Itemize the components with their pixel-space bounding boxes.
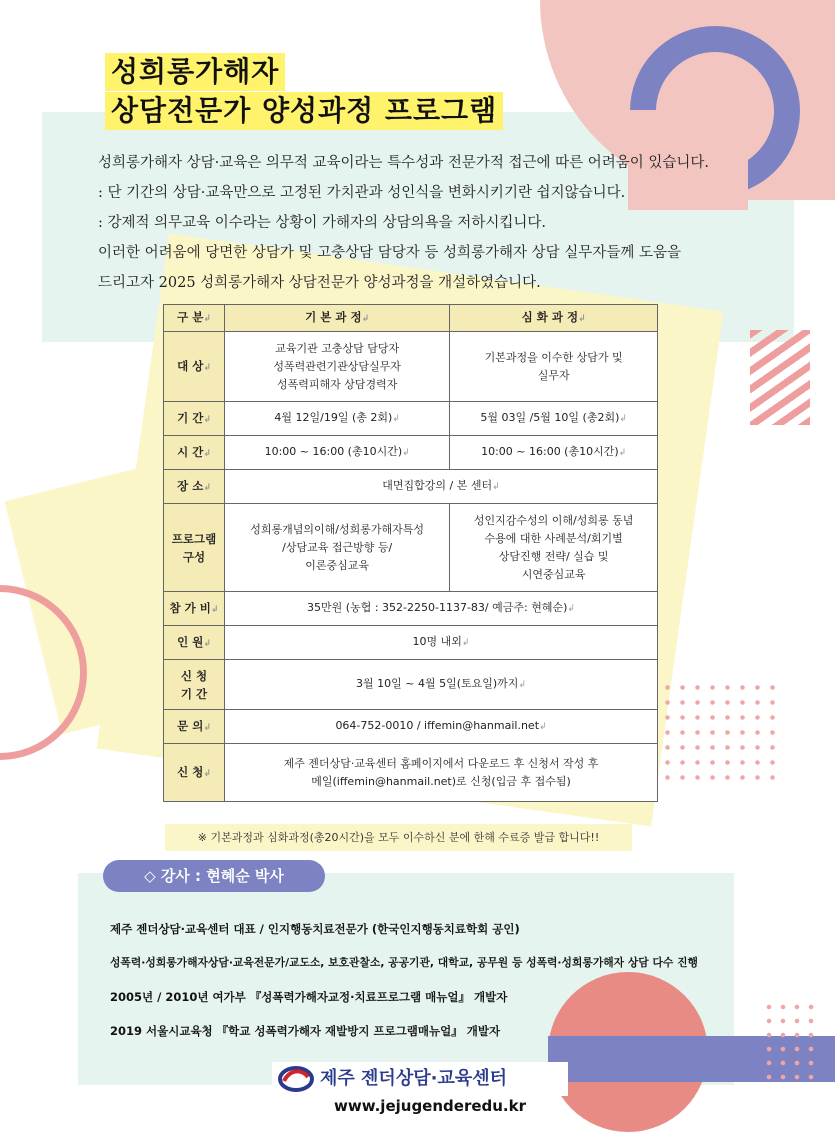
advanced-target — [450, 332, 658, 402]
apply-period-value: 3월 10일 ~ 4월 5일(토요일)까지↲ — [225, 660, 658, 710]
contact-value: 064-752-0010 / iffemin@hanmail.net↲ — [225, 710, 658, 744]
label-line: 기 간 — [180, 686, 208, 701]
intro-line: : 단 기간의 상담·교육만으로 고정된 가치관과 성인식을 변화시키기란 쉽지않습니다. — [98, 185, 626, 201]
cell-line: 성폭력관련기관상담실무자 — [273, 359, 401, 373]
label-people: 인 원↲ — [164, 626, 225, 660]
label-target: 대 상↲ — [164, 332, 225, 402]
advanced-time: 10:00 ~ 16:00 (총10시간)↲ — [450, 436, 658, 470]
lecturer-item: 2019 서울시교육청 『학교 성폭력가해자 재발방지 프로그램매뉴얼』 개발자 — [110, 1024, 501, 1038]
basic-time: 10:00 ~ 16:00 (총10시간)↲ — [225, 436, 450, 470]
cell-line: 시연중심교육 — [521, 567, 586, 581]
cell-line: 교육기관 고충상담 담당자 — [275, 341, 400, 355]
label-place: 장 소↲ — [164, 470, 225, 504]
cell-line: 성희롱개념의이해/성희롱가해자특성 — [250, 522, 424, 536]
website-link[interactable]: www.jejugenderedu.kr — [334, 1097, 527, 1115]
basic-target — [225, 332, 450, 402]
table-row-period — [164, 402, 658, 436]
table-row-people — [164, 626, 658, 660]
dot-pattern-bottom — [762, 1000, 822, 1080]
table-row-place — [164, 470, 658, 504]
cell-line: 성인지감수성의 이해/성희롱 동념 — [473, 513, 634, 527]
lecturer-item: 제주 젠더상담·교육센터 대표 / 인지행동치료전문가 (한국인지행동치료학회 공인) — [110, 922, 520, 936]
center-logo — [272, 1062, 568, 1096]
label-line: 신 청 — [180, 668, 208, 683]
advanced-program — [450, 504, 658, 592]
intro-line: 이러한 어려움에 당면한 상담가 및 고충상담 담당자 등 성희롱가해자 상담 실무자들께 도움을 — [98, 245, 681, 261]
center-name: 제주 젠더상담·교육센터 — [320, 1068, 507, 1089]
lecturer-item: 2005년 / 2010년 여가부 『성폭력가해자교정·치료프로그램 매뉴얼』 개발자 — [110, 990, 508, 1004]
intro-line: 드리고자 2025 성희롱가해자 상담전문가 양성과정을 개설하였습니다. — [98, 275, 541, 291]
basic-program — [225, 504, 450, 592]
cell-line: 상담진행 전략/ 실습 및 — [498, 549, 609, 563]
page-title-line1: 성희롱가해자 — [105, 53, 285, 91]
table-header-row — [164, 305, 658, 332]
intro-line: 성희롱가해자 상담·교육은 의무적 교육이라는 특수성과 전문가적 접근에 따른 어려움이 있습니다. — [98, 155, 709, 171]
label-line: 프로그램 — [171, 531, 217, 546]
header-advanced: 심 화 과 정↲ — [450, 305, 658, 332]
cell-line: 기본과정을 이수한 상담가 및 — [484, 350, 623, 364]
table-row-program — [164, 504, 658, 592]
lecturer-profile — [110, 912, 698, 1048]
label-period: 기 간↲ — [164, 402, 225, 436]
apply-value — [225, 744, 658, 802]
advanced-period: 5월 03일 /5월 10일 (총2회)↲ — [450, 402, 658, 436]
cell-line: 실무자 — [537, 368, 570, 382]
header-basic: 기 본 과 정↲ — [225, 305, 450, 332]
dot-pattern — [660, 680, 780, 780]
label-contact: 문 의↲ — [164, 710, 225, 744]
cell-line: 성폭력피해자 상담경력자 — [276, 377, 398, 391]
cell-line: 수용에 대한 사례분석/회기별 — [484, 531, 623, 545]
table-row-target — [164, 332, 658, 402]
program-table — [163, 304, 658, 802]
label-line: 구성 — [182, 549, 206, 564]
cell-line: /상담교육 접근방향 등/ — [282, 540, 393, 554]
place-value: 대면집합강의 / 본 센터↲ — [225, 470, 658, 504]
cell-line: 메일(iffemin@hanmail.net)로 신청(입금 후 접수됨) — [311, 774, 571, 788]
table-row-time — [164, 436, 658, 470]
label-apply: 신 청↲ — [164, 744, 225, 802]
table-row-fee — [164, 592, 658, 626]
intro-line: : 강제적 의무교육 이수라는 상황이 가해자의 상담의욕을 저하시킵니다. — [98, 215, 546, 231]
table-row-apply — [164, 744, 658, 802]
fee-value: 35만원 (농협 : 352-2250-1137-83/ 예금주: 현혜순)↲ — [225, 592, 658, 626]
cell-line: 이론중심교육 — [305, 558, 370, 572]
pink-hatch-shape — [750, 330, 810, 425]
lecturer-item: 성폭력·성희롱가해자상담·교육전문가/교도소, 보호관찰소, 공공기관, 대학교, 공무원 등 성폭력·성희롱가해자 상담 다수 진행 — [110, 956, 698, 969]
label-fee: 참 가 비↲ — [164, 592, 225, 626]
center-logo-icon — [278, 1065, 314, 1093]
header-category: 구 분↲ — [164, 305, 225, 332]
page-title-line2: 상담전문가 양성과정 프로그램 — [105, 92, 503, 130]
lecturer-title-badge: ◇ 강사 : 현혜순 박사 — [103, 860, 325, 892]
label-time: 시 간↲ — [164, 436, 225, 470]
basic-period: 4월 12일/19일 (총 2회)↲ — [225, 402, 450, 436]
table-row-contact — [164, 710, 658, 744]
table-row-apply-period — [164, 660, 658, 710]
label-apply-period — [164, 660, 225, 710]
intro-text — [98, 148, 768, 298]
cell-line: 제주 젠더상담·교육센터 홈페이지에서 다운로드 후 신청서 작성 후 — [283, 756, 599, 770]
certificate-notice: ※ 기본과정과 심화과정(총20시간)을 모두 이수하신 분에 한해 수료증 발급 합니다!! — [165, 824, 632, 851]
label-program — [164, 504, 225, 592]
people-value: 10명 내외↲ — [225, 626, 658, 660]
